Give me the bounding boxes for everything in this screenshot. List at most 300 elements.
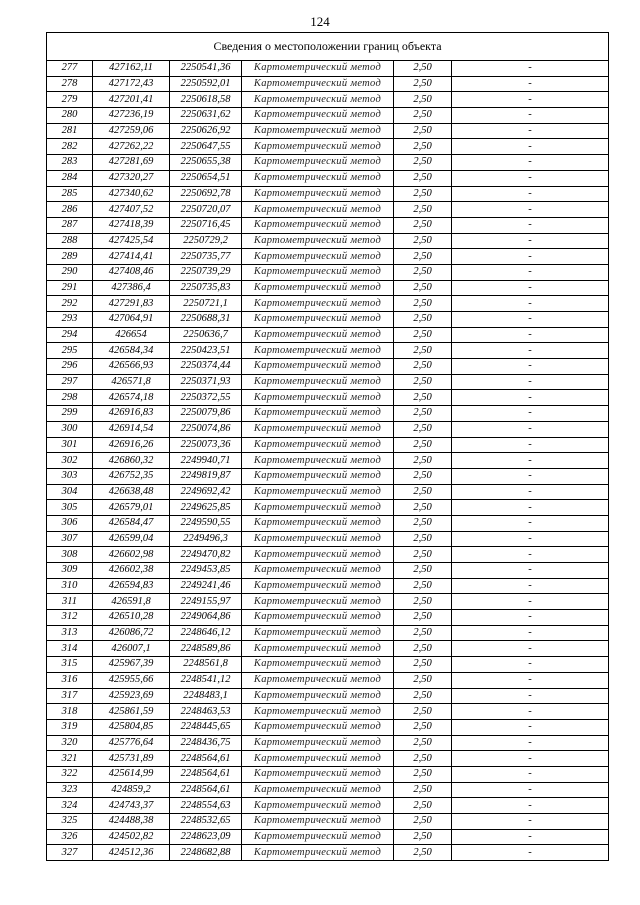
x-coordinate-cell: 425776,64 [93, 735, 170, 751]
description-cell: - [452, 249, 609, 265]
point-number-cell: 321 [47, 751, 93, 767]
description-cell: - [452, 625, 609, 641]
point-number-cell: 278 [47, 76, 93, 92]
point-number-cell: 284 [47, 170, 93, 186]
x-coordinate-cell: 427414,41 [93, 249, 170, 265]
x-coordinate-cell: 427162,11 [93, 61, 170, 77]
description-cell: - [452, 170, 609, 186]
description-cell: - [452, 657, 609, 673]
table-row [47, 390, 609, 406]
method-cell: Картометрический метод [242, 421, 394, 437]
method-cell: Картометрический метод [242, 123, 394, 139]
y-coordinate-cell: 2250636,7 [170, 327, 242, 343]
x-coordinate-cell: 427262,22 [93, 139, 170, 155]
description-cell: - [452, 719, 609, 735]
method-cell: Картометрический метод [242, 139, 394, 155]
table-row [47, 751, 609, 767]
y-coordinate-cell: 2248646,12 [170, 625, 242, 641]
table-row [47, 468, 609, 484]
table-row [47, 735, 609, 751]
y-coordinate-cell: 2248436,75 [170, 735, 242, 751]
precision-cell: 2,50 [394, 845, 452, 861]
precision-cell: 2,50 [394, 625, 452, 641]
description-cell: - [452, 233, 609, 249]
table-row [47, 61, 609, 77]
method-cell: Картометрический метод [242, 766, 394, 782]
description-cell: - [452, 594, 609, 610]
y-coordinate-cell: 2249819,87 [170, 468, 242, 484]
method-cell: Картометрический метод [242, 61, 394, 77]
x-coordinate-cell: 427407,52 [93, 202, 170, 218]
table-row [47, 594, 609, 610]
table-row [47, 766, 609, 782]
x-coordinate-cell: 425923,69 [93, 688, 170, 704]
precision-cell: 2,50 [394, 547, 452, 563]
point-number-cell: 299 [47, 406, 93, 422]
point-number-cell: 292 [47, 296, 93, 312]
point-number-cell: 326 [47, 829, 93, 845]
x-coordinate-cell: 427320,27 [93, 170, 170, 186]
x-coordinate-cell: 426602,38 [93, 563, 170, 579]
description-cell: - [452, 547, 609, 563]
y-coordinate-cell: 2248564,61 [170, 782, 242, 798]
table-row [47, 437, 609, 453]
y-coordinate-cell: 2248589,86 [170, 641, 242, 657]
table-row [47, 782, 609, 798]
method-cell: Картометрический метод [242, 782, 394, 798]
description-cell: - [452, 280, 609, 296]
point-number-cell: 294 [47, 327, 93, 343]
point-number-cell: 301 [47, 437, 93, 453]
y-coordinate-cell: 2248463,53 [170, 704, 242, 720]
method-cell: Картометрический метод [242, 688, 394, 704]
x-coordinate-cell: 426638,48 [93, 484, 170, 500]
table-row [47, 312, 609, 328]
precision-cell: 2,50 [394, 610, 452, 626]
point-number-cell: 293 [47, 312, 93, 328]
page-number: 124 [310, 14, 330, 29]
precision-cell: 2,50 [394, 531, 452, 547]
x-coordinate-cell: 425861,59 [93, 704, 170, 720]
table-row [47, 343, 609, 359]
description-cell: - [452, 704, 609, 720]
method-cell: Картометрический метод [242, 233, 394, 249]
table-row [47, 170, 609, 186]
y-coordinate-cell: 2250372,55 [170, 390, 242, 406]
description-cell: - [452, 61, 609, 77]
y-coordinate-cell: 2250423,51 [170, 343, 242, 359]
method-cell: Картометрический метод [242, 264, 394, 280]
y-coordinate-cell: 2248554,63 [170, 798, 242, 814]
method-cell: Картометрический метод [242, 735, 394, 751]
y-coordinate-cell: 2248483,1 [170, 688, 242, 704]
y-coordinate-cell: 2250735,83 [170, 280, 242, 296]
y-coordinate-cell: 2250592,01 [170, 76, 242, 92]
x-coordinate-cell: 426584,47 [93, 515, 170, 531]
method-cell: Картометрический метод [242, 610, 394, 626]
method-cell: Картометрический метод [242, 594, 394, 610]
point-number-cell: 295 [47, 343, 93, 359]
description-cell: - [452, 484, 609, 500]
precision-cell: 2,50 [394, 123, 452, 139]
description-cell: - [452, 563, 609, 579]
y-coordinate-cell: 2250371,93 [170, 374, 242, 390]
method-cell: Картометрический метод [242, 500, 394, 516]
precision-cell: 2,50 [394, 657, 452, 673]
method-cell: Картометрический метод [242, 437, 394, 453]
x-coordinate-cell: 426007,1 [93, 641, 170, 657]
precision-cell: 2,50 [394, 155, 452, 171]
x-coordinate-cell: 424512,36 [93, 845, 170, 861]
y-coordinate-cell: 2250626,92 [170, 123, 242, 139]
precision-cell: 2,50 [394, 61, 452, 77]
y-coordinate-cell: 2250692,78 [170, 186, 242, 202]
description-cell: - [452, 782, 609, 798]
description-cell: - [452, 641, 609, 657]
point-number-cell: 302 [47, 453, 93, 469]
method-cell: Картометрический метод [242, 531, 394, 547]
y-coordinate-cell: 2248541,12 [170, 672, 242, 688]
table-body [47, 61, 609, 861]
table-row [47, 657, 609, 673]
x-coordinate-cell: 427281,69 [93, 155, 170, 171]
description-cell: - [452, 814, 609, 830]
description-cell: - [452, 468, 609, 484]
table-row [47, 719, 609, 735]
x-coordinate-cell: 426914,54 [93, 421, 170, 437]
point-number-cell: 287 [47, 217, 93, 233]
table-row [47, 327, 609, 343]
method-cell: Картометрический метод [242, 641, 394, 657]
method-cell: Картометрический метод [242, 327, 394, 343]
precision-cell: 2,50 [394, 390, 452, 406]
y-coordinate-cell: 2250079,86 [170, 406, 242, 422]
method-cell: Картометрический метод [242, 578, 394, 594]
table-row [47, 845, 609, 861]
x-coordinate-cell: 426566,93 [93, 359, 170, 375]
x-coordinate-cell: 424502,82 [93, 829, 170, 845]
x-coordinate-cell: 427408,46 [93, 264, 170, 280]
description-cell: - [452, 766, 609, 782]
description-cell: - [452, 845, 609, 861]
point-number-cell: 310 [47, 578, 93, 594]
y-coordinate-cell: 2250073,36 [170, 437, 242, 453]
point-number-cell: 306 [47, 515, 93, 531]
y-coordinate-cell: 2249064,86 [170, 610, 242, 626]
point-number-cell: 313 [47, 625, 93, 641]
description-cell: - [452, 359, 609, 375]
method-cell: Картометрический метод [242, 829, 394, 845]
y-coordinate-cell: 2249692,42 [170, 484, 242, 500]
method-cell: Картометрический метод [242, 751, 394, 767]
point-number-cell: 285 [47, 186, 93, 202]
point-number-cell: 320 [47, 735, 93, 751]
point-number-cell: 303 [47, 468, 93, 484]
point-number-cell: 300 [47, 421, 93, 437]
point-number-cell: 325 [47, 814, 93, 830]
table-row [47, 202, 609, 218]
y-coordinate-cell: 2248561,8 [170, 657, 242, 673]
point-number-cell: 314 [47, 641, 93, 657]
x-coordinate-cell: 426579,01 [93, 500, 170, 516]
table-row [47, 264, 609, 280]
precision-cell: 2,50 [394, 468, 452, 484]
table-row [47, 484, 609, 500]
description-cell: - [452, 453, 609, 469]
precision-cell: 2,50 [394, 437, 452, 453]
point-number-cell: 280 [47, 108, 93, 124]
precision-cell: 2,50 [394, 108, 452, 124]
method-cell: Картометрический метод [242, 249, 394, 265]
y-coordinate-cell: 2249940,71 [170, 453, 242, 469]
x-coordinate-cell: 426591,8 [93, 594, 170, 610]
point-number-cell: 319 [47, 719, 93, 735]
y-coordinate-cell: 2249453,85 [170, 563, 242, 579]
table-row [47, 155, 609, 171]
table-title: Сведения о местоположении границ объекта [47, 33, 609, 61]
y-coordinate-cell: 2250631,62 [170, 108, 242, 124]
precision-cell: 2,50 [394, 814, 452, 830]
table-row [47, 92, 609, 108]
x-coordinate-cell: 427201,41 [93, 92, 170, 108]
method-cell: Картометрический метод [242, 155, 394, 171]
table-row [47, 531, 609, 547]
table-row [47, 500, 609, 516]
table-row [47, 280, 609, 296]
table-row [47, 829, 609, 845]
table-row [47, 798, 609, 814]
x-coordinate-cell: 424859,2 [93, 782, 170, 798]
x-coordinate-cell: 427425,54 [93, 233, 170, 249]
precision-cell: 2,50 [394, 202, 452, 218]
y-coordinate-cell: 2250647,55 [170, 139, 242, 155]
method-cell: Картометрический метод [242, 704, 394, 720]
precision-cell: 2,50 [394, 421, 452, 437]
precision-cell: 2,50 [394, 798, 452, 814]
precision-cell: 2,50 [394, 359, 452, 375]
method-cell: Картометрический метод [242, 625, 394, 641]
table-row [47, 610, 609, 626]
precision-cell: 2,50 [394, 92, 452, 108]
method-cell: Картометрический метод [242, 108, 394, 124]
y-coordinate-cell: 2250739,29 [170, 264, 242, 280]
precision-cell: 2,50 [394, 139, 452, 155]
table-row [47, 625, 609, 641]
point-number-cell: 283 [47, 155, 93, 171]
y-coordinate-cell: 2249470,82 [170, 547, 242, 563]
method-cell: Картометрический метод [242, 343, 394, 359]
precision-cell: 2,50 [394, 688, 452, 704]
description-cell: - [452, 108, 609, 124]
description-cell: - [452, 829, 609, 845]
description-cell: - [452, 578, 609, 594]
point-number-cell: 298 [47, 390, 93, 406]
description-cell: - [452, 610, 609, 626]
description-cell: - [452, 390, 609, 406]
method-cell: Картометрический метод [242, 202, 394, 218]
y-coordinate-cell: 2250654,51 [170, 170, 242, 186]
method-cell: Картометрический метод [242, 845, 394, 861]
y-coordinate-cell: 2250374,44 [170, 359, 242, 375]
precision-cell: 2,50 [394, 296, 452, 312]
point-number-cell: 324 [47, 798, 93, 814]
y-coordinate-cell: 2248532,65 [170, 814, 242, 830]
precision-cell: 2,50 [394, 515, 452, 531]
precision-cell: 2,50 [394, 312, 452, 328]
point-number-cell: 305 [47, 500, 93, 516]
point-number-cell: 322 [47, 766, 93, 782]
y-coordinate-cell: 2250721,1 [170, 296, 242, 312]
y-coordinate-cell: 2249241,46 [170, 578, 242, 594]
x-coordinate-cell: 424488,38 [93, 814, 170, 830]
method-cell: Картометрический метод [242, 312, 394, 328]
table-row [47, 547, 609, 563]
y-coordinate-cell: 2250729,2 [170, 233, 242, 249]
description-cell: - [452, 139, 609, 155]
point-number-cell: 297 [47, 374, 93, 390]
description-cell: - [452, 374, 609, 390]
y-coordinate-cell: 2248623,09 [170, 829, 242, 845]
x-coordinate-cell: 427236,19 [93, 108, 170, 124]
description-cell: - [452, 688, 609, 704]
description-cell: - [452, 217, 609, 233]
description-cell: - [452, 531, 609, 547]
precision-cell: 2,50 [394, 264, 452, 280]
table-row [47, 233, 609, 249]
x-coordinate-cell: 426571,8 [93, 374, 170, 390]
precision-cell: 2,50 [394, 672, 452, 688]
y-coordinate-cell: 2249496,3 [170, 531, 242, 547]
description-cell: - [452, 296, 609, 312]
precision-cell: 2,50 [394, 719, 452, 735]
precision-cell: 2,50 [394, 751, 452, 767]
method-cell: Картометрический метод [242, 484, 394, 500]
description-cell: - [452, 751, 609, 767]
description-cell: - [452, 735, 609, 751]
table-row [47, 672, 609, 688]
table-row [47, 123, 609, 139]
y-coordinate-cell: 2248564,61 [170, 766, 242, 782]
precision-cell: 2,50 [394, 280, 452, 296]
table-row [47, 76, 609, 92]
x-coordinate-cell: 426916,26 [93, 437, 170, 453]
method-cell: Картометрический метод [242, 359, 394, 375]
precision-cell: 2,50 [394, 594, 452, 610]
method-cell: Картометрический метод [242, 672, 394, 688]
table-row [47, 217, 609, 233]
point-number-cell: 323 [47, 782, 93, 798]
point-number-cell: 282 [47, 139, 93, 155]
table-row [47, 688, 609, 704]
point-number-cell: 290 [47, 264, 93, 280]
description-cell: - [452, 437, 609, 453]
description-cell: - [452, 515, 609, 531]
precision-cell: 2,50 [394, 249, 452, 265]
x-coordinate-cell: 426602,98 [93, 547, 170, 563]
method-cell: Картометрический метод [242, 406, 394, 422]
precision-cell: 2,50 [394, 406, 452, 422]
description-cell: - [452, 672, 609, 688]
method-cell: Картометрический метод [242, 390, 394, 406]
description-cell: - [452, 76, 609, 92]
method-cell: Картометрический метод [242, 217, 394, 233]
x-coordinate-cell: 425731,89 [93, 751, 170, 767]
description-cell: - [452, 798, 609, 814]
precision-cell: 2,50 [394, 484, 452, 500]
method-cell: Картометрический метод [242, 719, 394, 735]
precision-cell: 2,50 [394, 563, 452, 579]
description-cell: - [452, 312, 609, 328]
x-coordinate-cell: 426599,04 [93, 531, 170, 547]
y-coordinate-cell: 2250618,58 [170, 92, 242, 108]
method-cell: Картометрический метод [242, 186, 394, 202]
precision-cell: 2,50 [394, 233, 452, 249]
precision-cell: 2,50 [394, 704, 452, 720]
precision-cell: 2,50 [394, 170, 452, 186]
precision-cell: 2,50 [394, 186, 452, 202]
point-number-cell: 277 [47, 61, 93, 77]
description-cell: - [452, 155, 609, 171]
table-row [47, 515, 609, 531]
table-row [47, 406, 609, 422]
point-number-cell: 307 [47, 531, 93, 547]
point-number-cell: 311 [47, 594, 93, 610]
y-coordinate-cell: 2248445,65 [170, 719, 242, 735]
y-coordinate-cell: 2250716,45 [170, 217, 242, 233]
method-cell: Картометрический метод [242, 798, 394, 814]
method-cell: Картометрический метод [242, 547, 394, 563]
precision-cell: 2,50 [394, 374, 452, 390]
table-row [47, 578, 609, 594]
x-coordinate-cell: 426860,32 [93, 453, 170, 469]
table-row [47, 563, 609, 579]
precision-cell: 2,50 [394, 453, 452, 469]
y-coordinate-cell: 2249625,85 [170, 500, 242, 516]
y-coordinate-cell: 2250735,77 [170, 249, 242, 265]
y-coordinate-cell: 2249590,55 [170, 515, 242, 531]
point-number-cell: 316 [47, 672, 93, 688]
method-cell: Картометрический метод [242, 296, 394, 312]
precision-cell: 2,50 [394, 578, 452, 594]
table-row [47, 249, 609, 265]
boundary-coordinates-table [46, 32, 609, 861]
method-cell: Картометрический метод [242, 374, 394, 390]
y-coordinate-cell: 2248682,88 [170, 845, 242, 861]
x-coordinate-cell: 427418,39 [93, 217, 170, 233]
y-coordinate-cell: 2250541,36 [170, 61, 242, 77]
method-cell: Картометрический метод [242, 280, 394, 296]
x-coordinate-cell: 426510,28 [93, 610, 170, 626]
table-row [47, 374, 609, 390]
table-row [47, 641, 609, 657]
y-coordinate-cell: 2250688,31 [170, 312, 242, 328]
method-cell: Картометрический метод [242, 468, 394, 484]
x-coordinate-cell: 426584,34 [93, 343, 170, 359]
description-cell: - [452, 92, 609, 108]
x-coordinate-cell: 427386,4 [93, 280, 170, 296]
precision-cell: 2,50 [394, 641, 452, 657]
table-row [47, 814, 609, 830]
point-number-cell: 288 [47, 233, 93, 249]
y-coordinate-cell: 2250655,38 [170, 155, 242, 171]
point-number-cell: 296 [47, 359, 93, 375]
description-cell: - [452, 123, 609, 139]
method-cell: Картометрический метод [242, 515, 394, 531]
precision-cell: 2,50 [394, 782, 452, 798]
description-cell: - [452, 186, 609, 202]
x-coordinate-cell: 427340,62 [93, 186, 170, 202]
description-cell: - [452, 406, 609, 422]
